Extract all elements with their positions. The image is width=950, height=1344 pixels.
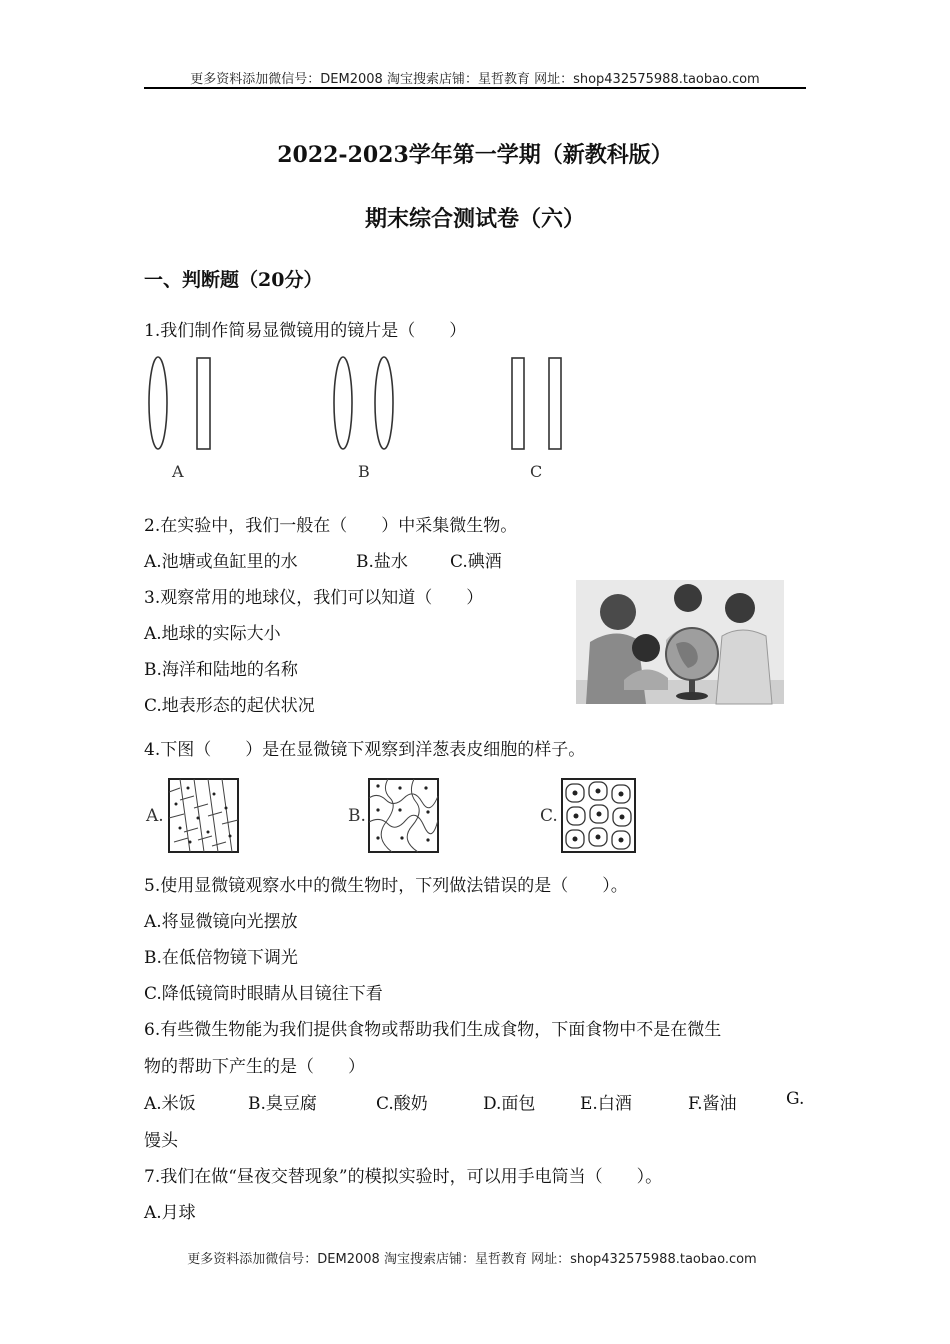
lens-figure-b — [328, 355, 408, 455]
q6-option-g-wrap: 馒头 — [144, 1131, 178, 1151]
q6-option-e: E.白酒 — [580, 1094, 632, 1114]
lens-label-a: A — [172, 462, 184, 481]
question-2: 2.在实验中，我们一般在（ ）中采集微生物。 — [144, 516, 518, 536]
exam-subtitle: 期末综合测试卷（六） — [364, 206, 585, 232]
cell-figure-b — [368, 778, 440, 854]
question-5: 5.使用显微镜观察水中的微生物时，下列做法错误的是（ ）。 — [144, 876, 628, 896]
question-7: 7.我们在做“昼夜交替现象”的模拟实验时，可以用手电筒当（ ）。 — [144, 1167, 663, 1187]
exam-title: 2022-2023学年第一学期（新教科版） — [277, 142, 673, 168]
section-heading: 一、判断题（20分） — [144, 269, 323, 291]
q2-option-b: B.盐水 — [356, 552, 408, 572]
page-footer: 更多资料添加微信号：DEM2008 淘宝搜索店铺：星哲教育 网址：shop432575988.taobao.com — [187, 1252, 757, 1267]
cell-figure-c — [561, 778, 637, 854]
q6-option-a: A.米饭 — [144, 1094, 196, 1114]
question-6-line2: 物的帮助下产生的是（ ） — [144, 1057, 365, 1077]
header-divider — [144, 87, 806, 89]
question-6-line1: 6.有些微生物能为我们提供食物或帮助我们生成食物，下面食物中不是在微生 — [144, 1020, 722, 1040]
page-header: 更多资料添加微信号：DEM2008 淘宝搜索店铺：星哲教育 网址：shop432575988.taobao.com — [190, 72, 760, 87]
cell-label-a: A. — [146, 806, 164, 826]
q5-option-b: B.在低倍物镜下调光 — [144, 948, 298, 968]
q3-option-b: B.海洋和陆地的名称 — [144, 660, 298, 680]
cell-figure-a — [168, 778, 240, 854]
q6-option-f: F.酱油 — [688, 1094, 737, 1114]
cell-label-c: C. — [540, 806, 558, 826]
q6-option-d: D.面包 — [483, 1094, 536, 1114]
cell-label-b: B. — [348, 806, 366, 826]
lens-figure-a — [144, 355, 224, 455]
q2-option-a: A.池塘或鱼缸里的水 — [144, 552, 298, 572]
q7-option-a: A.月球 — [144, 1203, 196, 1223]
q2-option-c: C.碘酒 — [450, 552, 502, 572]
lens-figure-c — [510, 355, 590, 455]
q5-option-c: C.降低镜筒时眼睛从目镜往下看 — [144, 984, 383, 1004]
q6-option-b: B.臭豆腐 — [248, 1094, 317, 1114]
q3-option-c: C.地表形态的起伏状况 — [144, 696, 315, 716]
lens-label-b: B — [358, 462, 370, 481]
q6-option-c: C.酸奶 — [376, 1094, 428, 1114]
q5-option-a: A.将显微镜向光摆放 — [144, 912, 298, 932]
q6-option-g: G. — [786, 1089, 805, 1109]
question-4: 4.下图（ ）是在显微镜下观察到洋葱表皮细胞的样子。 — [144, 740, 586, 760]
question-1: 1.我们制作简易显微镜用的镜片是（ ） — [144, 321, 467, 341]
lens-label-c: C — [530, 462, 543, 481]
q3-option-a: A.地球的实际大小 — [144, 624, 281, 644]
question-3: 3.观察常用的地球仪，我们可以知道（ ） — [144, 588, 484, 608]
globe-photo — [576, 580, 784, 704]
